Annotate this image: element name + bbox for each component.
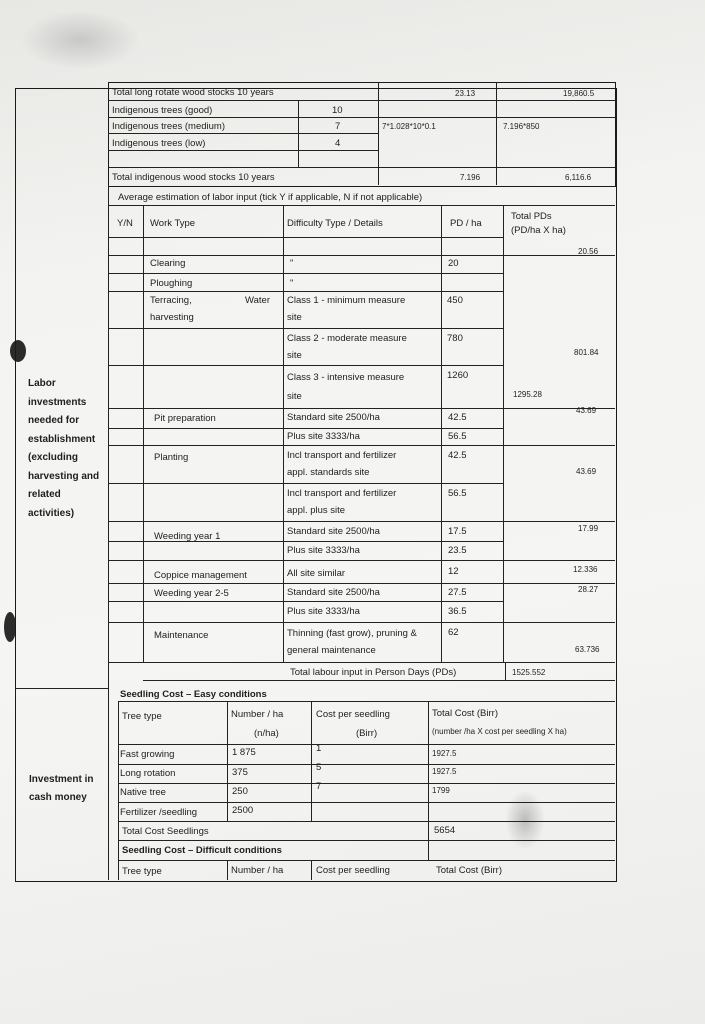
indig-low-label: Indigenous trees (low)	[112, 138, 206, 149]
row-maint-pd: 62	[448, 627, 459, 638]
row-pit-work: Pit preparation	[154, 413, 216, 424]
indig-good-label: Indigenous trees (good)	[112, 105, 213, 116]
row-terracing-work-a: Terracing,	[150, 295, 192, 306]
row-ploughing-work: Ploughing	[150, 278, 193, 289]
inv-row-3-type: Native tree	[120, 787, 166, 798]
row-pit-std-pd: 42.5	[448, 412, 467, 423]
row-coppice-total: 12.336	[573, 565, 598, 574]
row-coppice-detail: All site similar	[287, 568, 346, 579]
diff-hdr-total: Total Cost (Birr)	[436, 865, 502, 876]
row-weeding25-plus: Plus site 3333/ha	[287, 606, 360, 617]
inv-hdr-tree: Tree type	[122, 711, 162, 722]
diff-hdr-tree: Tree type	[122, 866, 162, 877]
row-clearing-detail: "	[290, 258, 294, 269]
row-class2-detail-b: site	[287, 350, 302, 361]
row-planting-plus-pd: 56.5	[448, 488, 467, 499]
inv-row-2-total: 1927.5	[432, 767, 457, 776]
investment-label-b: cash money	[29, 792, 87, 803]
row-class3-pd: 1260	[447, 370, 469, 381]
row-terracing-work-b: Water	[245, 295, 270, 306]
total-indig-val1: 7.196	[460, 173, 481, 182]
total-labour-value: 1525.552	[512, 668, 546, 677]
woodstock-long-val1: 23.13	[455, 89, 476, 98]
row-pit-std: Standard site 2500/ha	[287, 412, 380, 423]
hdr-pd-ha: PD / ha	[450, 218, 482, 229]
indig-medium-val2: 7.196*850	[503, 122, 540, 131]
row-weeding25-plus-pd: 36.5	[448, 606, 467, 617]
indig-medium-label: Indigenous trees (medium)	[112, 121, 225, 132]
inv-row-3-total: 1799	[432, 786, 450, 795]
total-indig-label: Total indigenous wood stocks 10 years	[112, 172, 275, 183]
total-indig-val2: 6,116.6	[565, 173, 592, 182]
hdr-total-pds: Total PDs	[511, 211, 552, 222]
row-class1-detail-b: site	[287, 312, 302, 323]
row-weeding25-work: Weeding year 2-5	[154, 588, 229, 599]
diff-hdr-cost: Cost per seedling	[316, 865, 390, 876]
diff-hdr-number: Number / ha	[231, 865, 284, 876]
row-clearing-work: Clearing	[150, 258, 186, 269]
woodstock-long-label: Total long rotate wood stocks 10 years	[112, 87, 274, 98]
row-weeding25-std-pd: 27.5	[448, 587, 467, 598]
row-class3-detail-a: Class 3 - intensive measure	[287, 372, 405, 383]
row-maint-total: 63.736	[575, 645, 600, 654]
row-planting-std-a: Incl transport and fertilizer	[287, 450, 397, 461]
inv-hdr-cost: Cost per seedling	[316, 709, 390, 720]
indig-medium-val1: 7*1.028*10*0.1	[382, 122, 436, 131]
inv-row-2-cost: 5	[316, 762, 322, 773]
row-planting-plus-a: Incl transport and fertilizer	[287, 488, 397, 499]
indig-medium-num: 7	[335, 121, 341, 132]
hdr-work-type: Work Type	[150, 218, 196, 229]
row-weeding1-std-total: 17.99	[578, 524, 599, 533]
labor-section-label: Labor investments needed for establishment (excluding harvesting and related activities)	[28, 378, 100, 519]
woodstock-long-val2: 19,860.5	[563, 89, 595, 98]
inv-row-3-number: 250	[232, 786, 248, 797]
row-weeding1-std-pd: 17.5	[448, 526, 467, 537]
total-labour-label: Total labour input in Person Days (PDs)	[290, 667, 457, 678]
row-weeding1-work: Weeding year 1	[154, 531, 221, 542]
row-terracing-work-c: harvesting	[150, 312, 194, 323]
row-planting-std-total: 43.69	[576, 467, 597, 476]
row-class2-total: 801.84	[574, 348, 599, 357]
inv-row-3-cost: 7	[316, 781, 322, 792]
row-class1-pd: 450	[447, 295, 463, 306]
inv-hdr-number-sub: (n/ha)	[254, 728, 279, 739]
inv-row-1-number: 1 875	[232, 747, 256, 758]
row-planting-work: Planting	[154, 452, 189, 463]
inv-row-4-number: 2500	[232, 805, 254, 816]
inv-hdr-number: Number / ha	[231, 709, 284, 720]
total-seedlings-label: Total Cost Seedlings	[122, 826, 209, 837]
paper-crease	[20, 10, 140, 70]
hdr-yn: Y/N	[117, 218, 133, 229]
row-pit-std-total: 43.69	[576, 406, 597, 415]
row-pit-plus: Plus site 3333/ha	[287, 431, 360, 442]
row-weeding1-plus-pd: 23.5	[448, 545, 467, 556]
row-weeding1-plus: Plus site 3333/ha	[287, 545, 360, 556]
total-seedlings-value: 5654	[434, 825, 456, 836]
row-clearing-total: 20.56	[578, 247, 599, 256]
row-class2-detail-a: Class 2 - moderate measure	[287, 333, 407, 344]
row-clearing-pd: 20	[448, 258, 459, 269]
row-maint-detail-a: Thinning (fast grow), pruning &	[287, 628, 417, 639]
row-planting-std-b: appl. standards site	[287, 467, 370, 478]
indig-good-num: 10	[332, 105, 343, 116]
inv-row-1-type: Fast growing	[120, 749, 175, 760]
row-weeding25-std-total: 28.27	[578, 585, 599, 594]
inv-row-2-number: 375	[232, 767, 248, 778]
inv-hdr-total-sub: (number /ha X cost per seedling X ha)	[432, 727, 567, 736]
row-maint-work: Maintenance	[154, 630, 209, 641]
difficult-title: Seedling Cost – Difficult conditions	[122, 845, 282, 856]
inv-row-4-type: Fertilizer /seedling	[120, 807, 198, 818]
indig-low-num: 4	[335, 138, 341, 149]
row-coppice-work: Coppice management	[154, 570, 247, 581]
investment-label-a: Investment in	[29, 774, 94, 785]
row-planting-std-pd: 42.5	[448, 450, 467, 461]
hdr-total-sub: (PD/ha X ha)	[511, 225, 566, 236]
row-pit-plus-pd: 56.5	[448, 431, 467, 442]
hdr-difficulty: Difficulty Type / Details	[287, 218, 383, 229]
labor-avg-note: Average estimation of labor input (tick Y if applicable, N if not applicable)	[118, 192, 423, 203]
inv-hdr-cost-sub: (Birr)	[356, 728, 378, 739]
row-maint-detail-b: general maintenance	[287, 645, 376, 656]
row-class3-total: 1295.28	[513, 390, 542, 399]
row-class1-detail-a: Class 1 - minimum measure	[287, 295, 406, 306]
row-coppice-pd: 12	[448, 566, 459, 577]
row-weeding1-std: Standard site 2500/ha	[287, 526, 380, 537]
row-ploughing-detail: "	[290, 278, 294, 289]
inv-hdr-total: Total Cost (Birr)	[432, 708, 498, 719]
inv-row-1-cost: 1	[316, 743, 322, 754]
row-class2-pd: 780	[447, 333, 463, 344]
easy-title: Seedling Cost – Easy conditions	[120, 689, 267, 700]
row-class3-detail-b: site	[287, 391, 302, 402]
inv-row-2-type: Long rotation	[120, 768, 176, 779]
inv-row-1-total: 1927.5	[432, 749, 457, 758]
row-weeding25-std: Standard site 2500/ha	[287, 587, 380, 598]
row-planting-plus-b: appl. plus site	[287, 505, 346, 516]
